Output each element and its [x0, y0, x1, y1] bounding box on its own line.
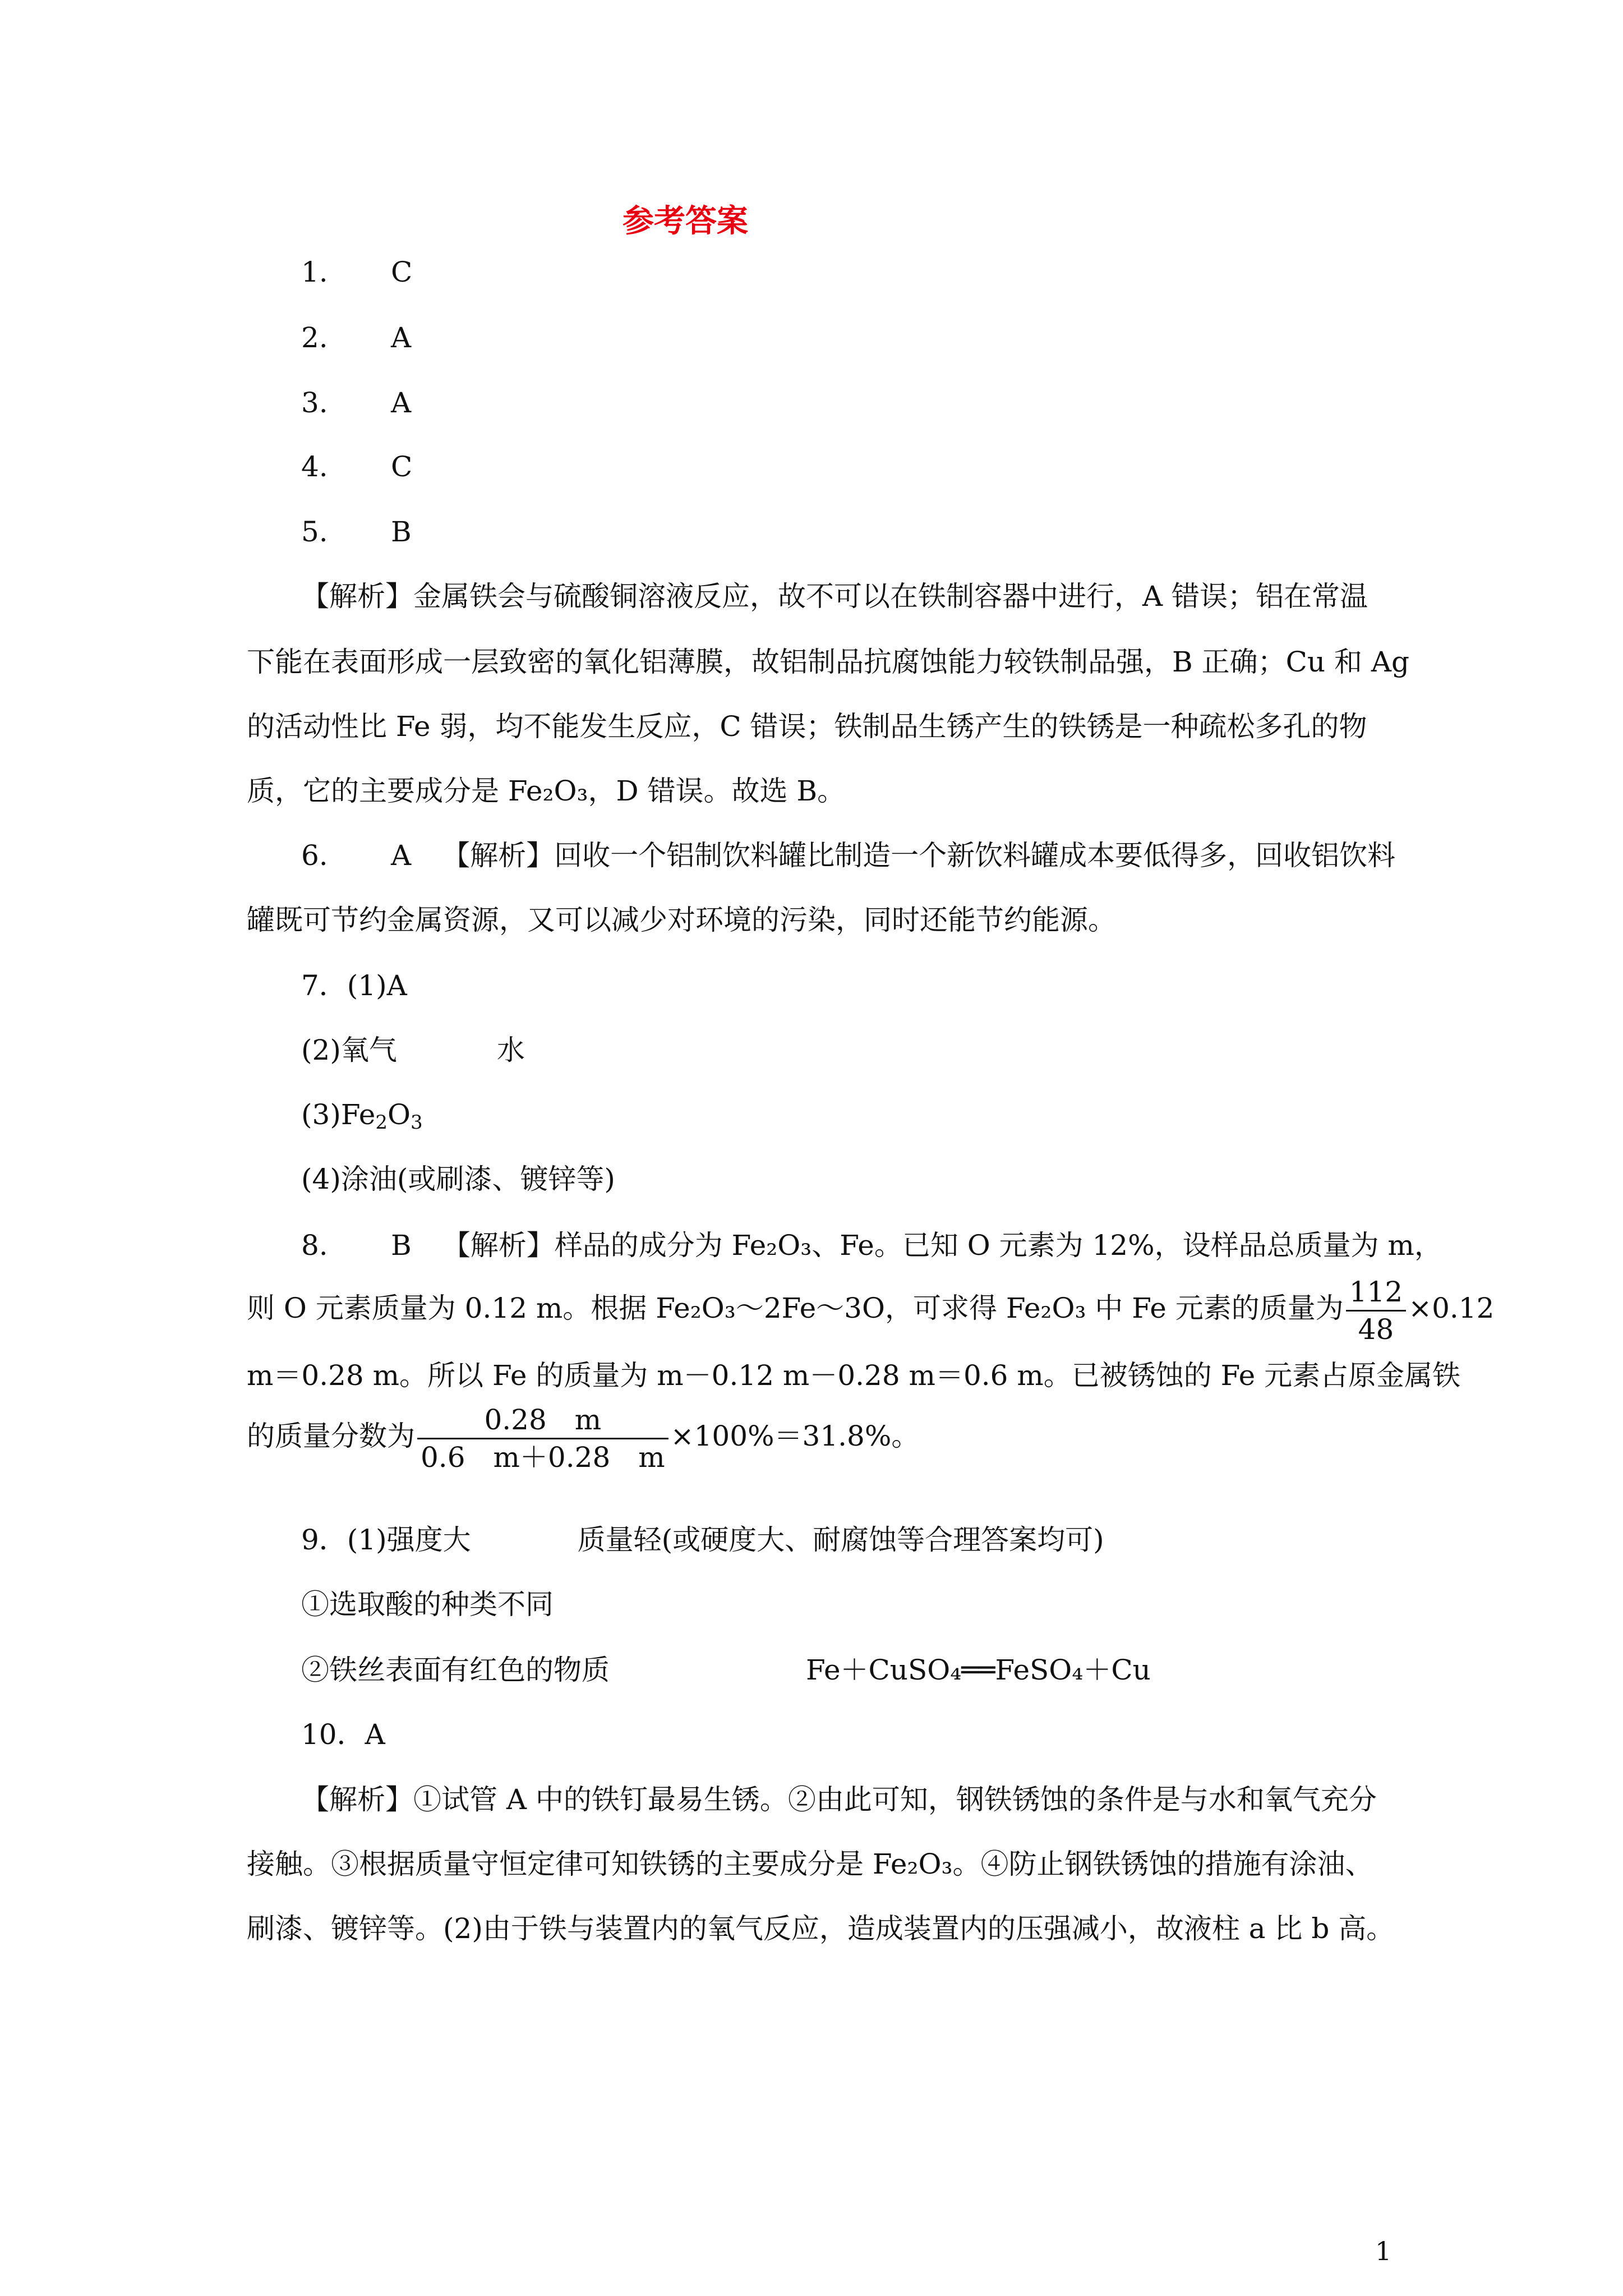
question-9-part-3	[301, 1653, 1151, 1687]
formula-text: O	[388, 1098, 411, 1131]
question-8-answer	[301, 1228, 1442, 1262]
fraction-numerator: 0.28 m	[417, 1402, 668, 1439]
fraction-denominator: 48	[1358, 1313, 1394, 1346]
question-9-part-2: ①选取酸的种类不同	[301, 1588, 554, 1621]
analysis-line: 刷漆、镀锌等。(2)由于铁与装置内的氧气反应，造成装置内的压强减小，故液柱 a 比 b 高。	[247, 1912, 1395, 1945]
answer-text: (2)氧气	[301, 1034, 397, 1066]
answer-text: 9．(1)强度大	[301, 1524, 471, 1556]
answer-choice: A	[391, 386, 412, 419]
analysis-line: 下能在表面形成一层致密的氧化铝薄膜，故铝制品抗腐蚀能力较铁制品强，B 正确；Cu 和 Ag	[247, 646, 1409, 678]
question-7-part-2	[301, 1033, 525, 1067]
answer-number: 8.	[301, 1229, 328, 1262]
analysis-line: 【解析】①试管 A 中的铁钉最易生锈。②由此可知，钢铁锈蚀的条件是与水和氧气充分	[301, 1783, 1377, 1816]
answer-choice: A	[391, 839, 412, 872]
answer-number: 2.	[301, 321, 328, 354]
answer-choice: C	[391, 256, 413, 288]
fraction	[417, 1402, 668, 1475]
answer-number: 1.	[301, 256, 328, 288]
analysis-text: ×100%＝31.8%。	[670, 1420, 920, 1452]
question-9-part-1	[301, 1523, 1104, 1557]
analysis-line	[247, 1269, 1494, 1347]
analysis-line	[247, 1397, 919, 1475]
answer-number: 4.	[301, 450, 328, 483]
analysis-line: 【解析】金属铁会与硫酸铜溶液反应，故不可以在铁制容器中进行，A 错误；铝在常温	[301, 580, 1368, 613]
analysis-line: 的活动性比 Fe 弱，均不能发生反应，C 错误；铁制品生锈产生的铁锈是一种疏松多孔的物	[247, 710, 1367, 743]
analysis-line: 罐既可节约金属资源，又可以减少对环境的污染，同时还能节约能源。	[247, 904, 1116, 936]
question-10-answer: 10．A	[301, 1718, 385, 1751]
question-7-part-4: (4)涂油(或刷漆、镀锌等)	[301, 1163, 615, 1195]
answer-number: 5.	[301, 516, 328, 548]
analysis-text: 则 O 元素质量为 0.12 m。根据 Fe₂O₃～2Fe～3O，可求得 Fe₂O₃ 中 Fe 元素的质量为	[247, 1292, 1344, 1324]
question-6-answer	[301, 839, 1395, 872]
question-7-part-1: 7．(1)A	[301, 969, 407, 1002]
answer-text: ②铁丝表面有红色的物质	[301, 1654, 610, 1686]
analysis-text: ×0.12	[1408, 1292, 1495, 1324]
analysis-line: m＝0.28 m。所以 Fe 的质量为 m－0.12 m－0.28 m＝0.6 m。已被锈蚀的 Fe 元素占原金属铁	[247, 1359, 1461, 1392]
answer-4	[301, 450, 412, 484]
answer-3	[301, 386, 411, 420]
analysis-text: 的质量分数为	[247, 1420, 415, 1452]
question-7-part-3	[301, 1098, 423, 1139]
page-number: 1	[1375, 2236, 1392, 2266]
answer-choice: A	[391, 321, 412, 354]
formula-subscript: 3	[411, 1111, 423, 1134]
answer-text: 水	[496, 1034, 525, 1066]
fraction	[1346, 1274, 1406, 1347]
answer-5	[301, 515, 412, 549]
analysis-line: 接触。③根据质量守恒定律可知铁锈的主要成分是 Fe₂O₃。④防止钢铁锈蚀的措施有涂油、	[247, 1848, 1373, 1880]
answer-choice: B	[391, 1229, 412, 1262]
analysis-text: 【解析】回收一个铝制饮料罐比制造一个新饮料罐成本要低得多，回收铝饮料	[442, 839, 1396, 872]
formula-text: (3)Fe	[301, 1098, 376, 1131]
answer-choice: B	[391, 516, 412, 548]
analysis-text: 【解析】样品的成分为 Fe₂O₃、Fe。已知 O 元素为 12%，设样品总质量为 m，	[442, 1229, 1442, 1262]
analysis-line: 质，它的主要成分是 Fe₂O₃，D 错误。故选 B。	[247, 775, 846, 807]
answer-text: 质量轻(或硬度大、耐腐蚀等合理答案均可)	[577, 1524, 1104, 1556]
answer-number: 6.	[301, 839, 328, 872]
formula-subscript: 2	[375, 1111, 388, 1134]
chemical-equation: Fe＋CuSO₄══FeSO₄＋Cu	[806, 1654, 1151, 1686]
fraction-numerator: 112	[1346, 1274, 1406, 1312]
fraction-denominator: 0.6 m＋0.28 m	[421, 1441, 665, 1474]
answer-choice: C	[391, 450, 413, 483]
page-title: 参考答案	[623, 203, 748, 240]
answer-1	[301, 255, 412, 289]
answer-2	[301, 321, 411, 355]
answer-number: 3.	[301, 386, 328, 419]
